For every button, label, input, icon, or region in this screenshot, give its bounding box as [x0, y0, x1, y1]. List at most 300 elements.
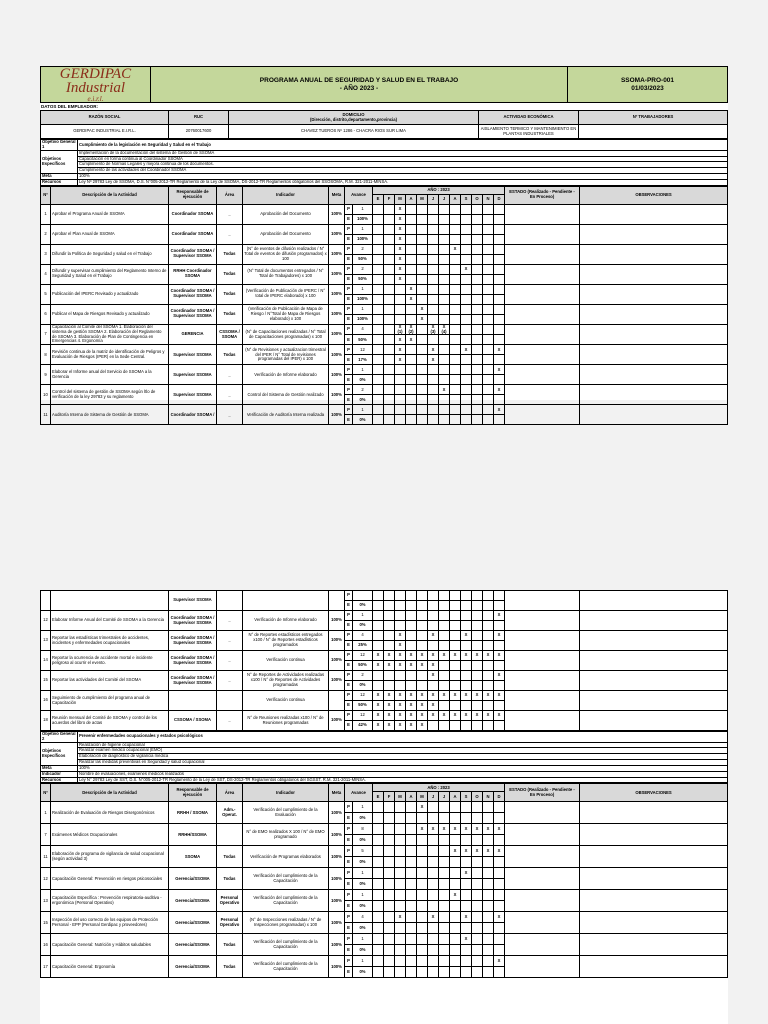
- oe1-item: Capacitación en forma continua al Coordinador SSOMA: [78, 156, 728, 162]
- programmed-month-cell: [428, 385, 439, 395]
- programmed-month-cell: [417, 405, 428, 415]
- executed-month-cell: [428, 641, 439, 651]
- executed-month-cell: [472, 274, 483, 284]
- rec1-label: Recursos: [41, 179, 78, 185]
- programmed-value: 1: [353, 224, 373, 234]
- programmed-month-cell: [417, 912, 428, 923]
- programmed-month-cell: [373, 224, 384, 234]
- programmed-month-cell: [439, 912, 450, 923]
- programmed-month-cell: [406, 824, 417, 835]
- executed-month-cell: X: [395, 335, 406, 345]
- programmed-month-cell: [373, 284, 384, 294]
- h-month: A: [406, 792, 417, 802]
- programmed-month-cell: X: [417, 802, 428, 813]
- programmed-month-cell: X: [494, 385, 505, 395]
- activity-description: Elaborar el Informe anual del Servicio de SSOMA a la Gerencia: [51, 365, 169, 385]
- programmed-value: 1: [353, 868, 373, 879]
- activity-indicator: (N° Total de documentos entregados / N° Total de Trabajadores) x 100: [243, 264, 329, 284]
- activity-status: [505, 651, 580, 671]
- programmed-month-cell: [373, 591, 384, 601]
- activity-observations: [580, 651, 728, 671]
- activity-area: _: [217, 611, 243, 631]
- executed-month-cell: X: [395, 214, 406, 224]
- executed-month-cell: [384, 355, 395, 365]
- programmed-month-cell: [406, 934, 417, 945]
- programmed-month-cell: [494, 244, 505, 254]
- programmed-month-cell: [384, 244, 395, 254]
- executed-month-cell: [494, 294, 505, 304]
- programmed-month-cell: X: [395, 651, 406, 661]
- executed-month-cell: [483, 857, 494, 868]
- activity-area: _: [217, 385, 243, 405]
- executed-month-cell: [439, 879, 450, 890]
- activity-row: [41, 304, 728, 314]
- executed-month-cell: [406, 901, 417, 912]
- executed-month-cell: [450, 901, 461, 912]
- executed-month-cell: [395, 314, 406, 324]
- executed-value: 50%: [353, 701, 373, 711]
- programmed-month-cell: X: [373, 691, 384, 701]
- programmed-month-cell: [439, 264, 450, 274]
- executed-month-cell: [472, 214, 483, 224]
- activity-status: [505, 244, 580, 264]
- og2-label: Objetivo General 2: [42, 731, 76, 741]
- programmed-month-cell: [428, 264, 439, 274]
- programmed-month-cell: [483, 802, 494, 813]
- activity-row: [41, 691, 728, 701]
- executed-month-cell: [428, 835, 439, 846]
- programmed-month-cell: [483, 324, 494, 335]
- executed-month-cell: [450, 835, 461, 846]
- programmed-month-cell: [461, 405, 472, 415]
- programmed-month-cell: [373, 956, 384, 967]
- programmed-month-cell: [428, 244, 439, 254]
- programmed-month-cell: X: [450, 691, 461, 701]
- programmed-month-cell: [417, 224, 428, 234]
- executed-month-cell: [450, 234, 461, 244]
- programmed-month-cell: [483, 890, 494, 901]
- programmed-value: 4: [353, 912, 373, 923]
- programmed-month-cell: [417, 631, 428, 641]
- programmed-month-cell: [483, 934, 494, 945]
- activity-status: [505, 934, 580, 956]
- programmed-month-cell: X: [450, 824, 461, 835]
- executed-month-cell: [472, 923, 483, 934]
- executed-month-cell: [428, 945, 439, 956]
- executed-month-cell: [395, 835, 406, 846]
- programmed-month-cell: X: [483, 651, 494, 661]
- activity-description: Difundir la Política de Seguridad y salud en el Trabajo: [51, 244, 169, 264]
- programmed-month-cell: [395, 890, 406, 901]
- programmed-month-cell: X: [450, 244, 461, 254]
- executed-month-cell: [472, 294, 483, 304]
- programmed-month-cell: [450, 385, 461, 395]
- programmed-month-cell: [384, 802, 395, 813]
- programmed-month-cell: [406, 345, 417, 355]
- executed-month-cell: [461, 641, 472, 651]
- programmed-month-cell: [483, 284, 494, 294]
- programmed-month-cell: [384, 284, 395, 294]
- activity-responsible: Coordinador SSOMA /: [169, 405, 217, 425]
- executed-label: E: [345, 641, 353, 651]
- programmed-month-cell: [439, 846, 450, 857]
- activity-observations: [580, 631, 728, 651]
- programmed-month-cell: [450, 284, 461, 294]
- executed-month-cell: [428, 967, 439, 978]
- oe2-label: Objetivos Específicos: [41, 742, 78, 765]
- programmed-month-cell: X: [417, 304, 428, 314]
- executed-month-cell: X: [406, 294, 417, 304]
- executed-label: E: [345, 355, 353, 365]
- programmed-month-cell: X (4): [439, 324, 450, 335]
- executed-month-cell: [439, 234, 450, 244]
- programmed-month-cell: [406, 591, 417, 601]
- programmed-month-cell: X (2): [406, 324, 417, 335]
- activity-row: [41, 591, 728, 601]
- executed-month-cell: [428, 681, 439, 691]
- programmed-month-cell: X: [395, 345, 406, 355]
- actividad-value: AISLAMIENTO TERMICO Y MANTENIMIENTO EN PLANTAS INDUSTRIALES: [479, 125, 579, 139]
- meta2-label: Meta: [41, 765, 78, 771]
- activity-indicator: Verificación del cumplimiento de la Capacitación: [243, 934, 329, 956]
- executed-month-cell: [417, 813, 428, 824]
- activity-row: [41, 651, 728, 661]
- activity-area: _: [217, 651, 243, 671]
- executed-month-cell: X: [406, 661, 417, 671]
- activity-indicator: Verificación continua: [243, 651, 329, 671]
- programmed-label: P: [345, 631, 353, 641]
- executed-month-cell: [373, 395, 384, 405]
- executed-month-cell: [450, 294, 461, 304]
- programmed-month-cell: [450, 345, 461, 355]
- executed-month-cell: [483, 813, 494, 824]
- executed-month-cell: [373, 314, 384, 324]
- executed-month-cell: [472, 813, 483, 824]
- activity-number: 3: [41, 244, 51, 264]
- activity-area: _: [217, 405, 243, 425]
- executed-month-cell: [439, 701, 450, 711]
- programmed-label: P: [345, 365, 353, 375]
- trabajadores-value: [579, 125, 728, 139]
- programmed-month-cell: [428, 405, 439, 415]
- activity-responsible: Coordinador SSOMA / Supervisor SSOMA: [169, 631, 217, 651]
- programmed-value: [353, 591, 373, 601]
- programmed-month-cell: [461, 284, 472, 294]
- h-month: S: [461, 792, 472, 802]
- h-desc: Descripción de la Actividad: [51, 186, 169, 204]
- executed-month-cell: [450, 314, 461, 324]
- programmed-month-cell: [384, 956, 395, 967]
- meta2-value: 100%: [78, 765, 728, 771]
- programmed-month-cell: [439, 591, 450, 601]
- executed-month-cell: [384, 641, 395, 651]
- executed-month-cell: [483, 214, 494, 224]
- programmed-month-cell: [384, 912, 395, 923]
- programmed-month-cell: [373, 264, 384, 274]
- programmed-value: 2: [353, 385, 373, 395]
- executed-month-cell: [417, 395, 428, 405]
- programmed-month-cell: X: [417, 691, 428, 701]
- rec2-value: Ley N° 29783 Ley de SST, D.S. N°005-2012-TR Reglamento de la Ley de SST, DS-2012-TR Reglamentos obligatorios del SGSST. R.M. 321-2011-MINSA.: [78, 777, 728, 783]
- executed-month-cell: [428, 335, 439, 345]
- executed-month-cell: [373, 355, 384, 365]
- programmed-month-cell: [472, 934, 483, 945]
- programmed-month-cell: [417, 264, 428, 274]
- activity-description: Reportar las actividades del Comité del SSOMA: [51, 671, 169, 691]
- razon-social-value: GERDIPAC INDUSTRIAL E.I.R.L.: [41, 125, 169, 139]
- executed-month-cell: [450, 355, 461, 365]
- executed-month-cell: [428, 234, 439, 244]
- h-month: N: [483, 194, 494, 204]
- executed-label: E: [345, 314, 353, 324]
- programmed-month-cell: [384, 204, 395, 214]
- executed-month-cell: [439, 813, 450, 824]
- activities-table-2: [40, 783, 728, 978]
- programmed-month-cell: [417, 934, 428, 945]
- executed-value: 50%: [353, 335, 373, 345]
- activity-area: Adm.-Operat.: [217, 802, 243, 824]
- executed-month-cell: [472, 879, 483, 890]
- programmed-month-cell: [395, 611, 406, 621]
- meta1-value: 100%: [78, 174, 728, 180]
- activity-indicator: Verificación del cumplimiento de la Evaluación: [243, 802, 329, 824]
- activity-number: 10: [41, 385, 51, 405]
- programmed-month-cell: X: [450, 846, 461, 857]
- programmed-month-cell: [384, 304, 395, 314]
- programmed-month-cell: [439, 244, 450, 254]
- executed-month-cell: X: [428, 701, 439, 711]
- executed-month-cell: [450, 701, 461, 711]
- document-page-1: [40, 66, 728, 422]
- executed-month-cell: [483, 395, 494, 405]
- executed-month-cell: [494, 835, 505, 846]
- executed-month-cell: [406, 879, 417, 890]
- programmed-month-cell: [439, 890, 450, 901]
- programmed-label: P: [345, 824, 353, 835]
- executed-month-cell: [450, 375, 461, 385]
- activity-status: [505, 671, 580, 691]
- executed-month-cell: [428, 415, 439, 425]
- activity-observations: [580, 304, 728, 324]
- executed-month-cell: [417, 415, 428, 425]
- programmed-label: P: [345, 224, 353, 234]
- executed-month-cell: [384, 294, 395, 304]
- programmed-month-cell: X: [494, 365, 505, 375]
- executed-month-cell: [384, 234, 395, 244]
- executed-label: E: [345, 945, 353, 956]
- executed-month-cell: [472, 857, 483, 868]
- executed-label: E: [345, 661, 353, 671]
- programmed-month-cell: [450, 204, 461, 214]
- activity-indicator: (N° de Capacitaciones realizadas / N° Total de Capacitaciones programadas) x 100: [243, 324, 329, 345]
- executed-month-cell: [450, 641, 461, 651]
- executed-month-cell: [439, 901, 450, 912]
- activity-responsible: Coordinador SSOMA: [169, 224, 217, 244]
- h-razon-social: RAZÓN SOCIAL: [41, 111, 169, 125]
- activity-number: 1: [41, 204, 51, 224]
- executed-month-cell: [461, 355, 472, 365]
- programmed-month-cell: X: [395, 204, 406, 214]
- executed-month-cell: [373, 945, 384, 956]
- activity-responsible: Coordinador SSOMA / Supervisor SSOMA: [169, 671, 217, 691]
- programmed-month-cell: [384, 611, 395, 621]
- programmed-month-cell: X: [417, 651, 428, 661]
- activity-number: 11: [41, 405, 51, 425]
- activity-observations: [580, 611, 728, 631]
- activity-number: 11: [41, 846, 51, 868]
- programmed-month-cell: [483, 956, 494, 967]
- executed-month-cell: [384, 274, 395, 284]
- executed-month-cell: [483, 661, 494, 671]
- executed-value: 0%: [353, 901, 373, 912]
- activity-description: Realización de Evaluación de Riesgos Disergonómicos: [51, 802, 169, 824]
- activity-row: [41, 824, 728, 835]
- executed-month-cell: [395, 601, 406, 611]
- objectives-1-table: [40, 139, 728, 186]
- activity-indicator: N° de EMO realizados X 100 / N° de EMO programado: [243, 824, 329, 846]
- programmed-month-cell: X: [461, 912, 472, 923]
- programmed-month-cell: [417, 284, 428, 294]
- activity-description: Capacitación General: Ergonomía: [51, 956, 169, 978]
- programmed-month-cell: [439, 934, 450, 945]
- programmed-value: 12: [353, 345, 373, 355]
- programmed-month-cell: [472, 912, 483, 923]
- programmed-month-cell: [472, 611, 483, 621]
- activity-indicator: (N° de eventos de difusión realizados / N° Total de eventos de difusión programados) x 100: [243, 244, 329, 264]
- h-month: E: [373, 792, 384, 802]
- programmed-month-cell: X: [483, 691, 494, 701]
- programmed-month-cell: [461, 244, 472, 254]
- programmed-month-cell: X: [384, 651, 395, 661]
- programmed-month-cell: [439, 611, 450, 621]
- programmed-month-cell: [428, 365, 439, 375]
- h-desc: Descripción de la Actividad: [51, 784, 169, 802]
- programmed-month-cell: [406, 204, 417, 214]
- activity-row: [41, 611, 728, 621]
- activity-observations: [580, 345, 728, 365]
- programmed-value: 1: [353, 204, 373, 214]
- programmed-month-cell: X: [494, 345, 505, 355]
- programmed-month-cell: [428, 304, 439, 314]
- executed-label: E: [345, 879, 353, 890]
- executed-month-cell: [395, 294, 406, 304]
- executed-value: 100%: [353, 234, 373, 244]
- programmed-month-cell: [483, 405, 494, 415]
- activity-row: [41, 846, 728, 857]
- activity-description: Revisión continua de la matriz de identificación de Peligros y Evaluación de Riesgos (IPER) en la Sede Central.: [51, 345, 169, 365]
- executed-month-cell: [417, 274, 428, 284]
- programmed-month-cell: [461, 611, 472, 621]
- executed-month-cell: [406, 274, 417, 284]
- programmed-month-cell: [417, 345, 428, 355]
- executed-month-cell: [494, 415, 505, 425]
- activity-status: [505, 304, 580, 324]
- programmed-month-cell: [406, 224, 417, 234]
- executed-month-cell: [428, 214, 439, 224]
- executed-month-cell: [417, 945, 428, 956]
- activity-area: _: [217, 671, 243, 691]
- activity-area: Personal Operativo: [217, 912, 243, 934]
- executed-month-cell: [406, 395, 417, 405]
- executed-month-cell: [450, 274, 461, 284]
- h-month: M: [395, 792, 406, 802]
- h-month: S: [461, 194, 472, 204]
- executed-month-cell: [439, 254, 450, 264]
- programmed-month-cell: [439, 868, 450, 879]
- activity-area: Todas: [217, 846, 243, 868]
- programmed-month-cell: [472, 224, 483, 234]
- executed-month-cell: [461, 375, 472, 385]
- executed-month-cell: [483, 701, 494, 711]
- ind2-value: Nombre de evaluaciones, exámenes médicos realizados: [78, 771, 728, 777]
- programmed-month-cell: [384, 324, 395, 335]
- executed-month-cell: [406, 641, 417, 651]
- executed-label: E: [345, 967, 353, 978]
- executed-month-cell: [483, 945, 494, 956]
- executed-label: E: [345, 254, 353, 264]
- executed-month-cell: [461, 879, 472, 890]
- programmed-month-cell: [395, 591, 406, 601]
- executed-month-cell: X: [395, 641, 406, 651]
- programmed-month-cell: [450, 912, 461, 923]
- activity-status: [505, 591, 580, 611]
- programmed-label: P: [345, 868, 353, 879]
- activity-meta: 100%: [329, 671, 345, 691]
- executed-month-cell: X: [395, 355, 406, 365]
- executed-month-cell: [450, 857, 461, 868]
- activity-area: Todas: [217, 956, 243, 978]
- executed-month-cell: [428, 901, 439, 912]
- activity-status: [505, 912, 580, 934]
- programmed-month-cell: X: [494, 956, 505, 967]
- programmed-month-cell: [483, 304, 494, 314]
- activity-row: [41, 912, 728, 923]
- programmed-month-cell: [406, 890, 417, 901]
- executed-month-cell: X: [384, 701, 395, 711]
- executed-month-cell: [439, 857, 450, 868]
- programmed-month-cell: X: [373, 651, 384, 661]
- activity-responsible: Coordinador SSOMA / Supervisor SSOMA: [169, 651, 217, 671]
- programmed-month-cell: [428, 224, 439, 234]
- programmed-month-cell: X: [384, 711, 395, 721]
- executed-month-cell: [461, 274, 472, 284]
- programmed-month-cell: [472, 365, 483, 375]
- activity-observations: [580, 224, 728, 244]
- activity-number: 18: [41, 711, 51, 731]
- executed-month-cell: [461, 314, 472, 324]
- executed-value: 0%: [353, 395, 373, 405]
- programmed-month-cell: [472, 591, 483, 601]
- executed-month-cell: [373, 415, 384, 425]
- executed-month-cell: [384, 621, 395, 631]
- executed-value: 0%: [353, 923, 373, 934]
- h-month: A: [406, 194, 417, 204]
- activity-responsible: Gerencia/SSOMA: [169, 868, 217, 890]
- h-month: A: [450, 194, 461, 204]
- oe1-item: Implementación de la documentación del sistema de Gestión de SSOMA: [78, 150, 728, 156]
- executed-month-cell: [395, 967, 406, 978]
- programmed-month-cell: [384, 934, 395, 945]
- executed-month-cell: [461, 395, 472, 405]
- programmed-month-cell: [406, 365, 417, 375]
- activity-indicator: Verificación de Programas elaborados: [243, 846, 329, 868]
- activity-meta: 100%: [329, 890, 345, 912]
- activity-meta: 100%: [329, 956, 345, 978]
- programmed-month-cell: X: [494, 846, 505, 857]
- executed-month-cell: [406, 857, 417, 868]
- executed-month-cell: [428, 314, 439, 324]
- executed-value: 0%: [353, 879, 373, 890]
